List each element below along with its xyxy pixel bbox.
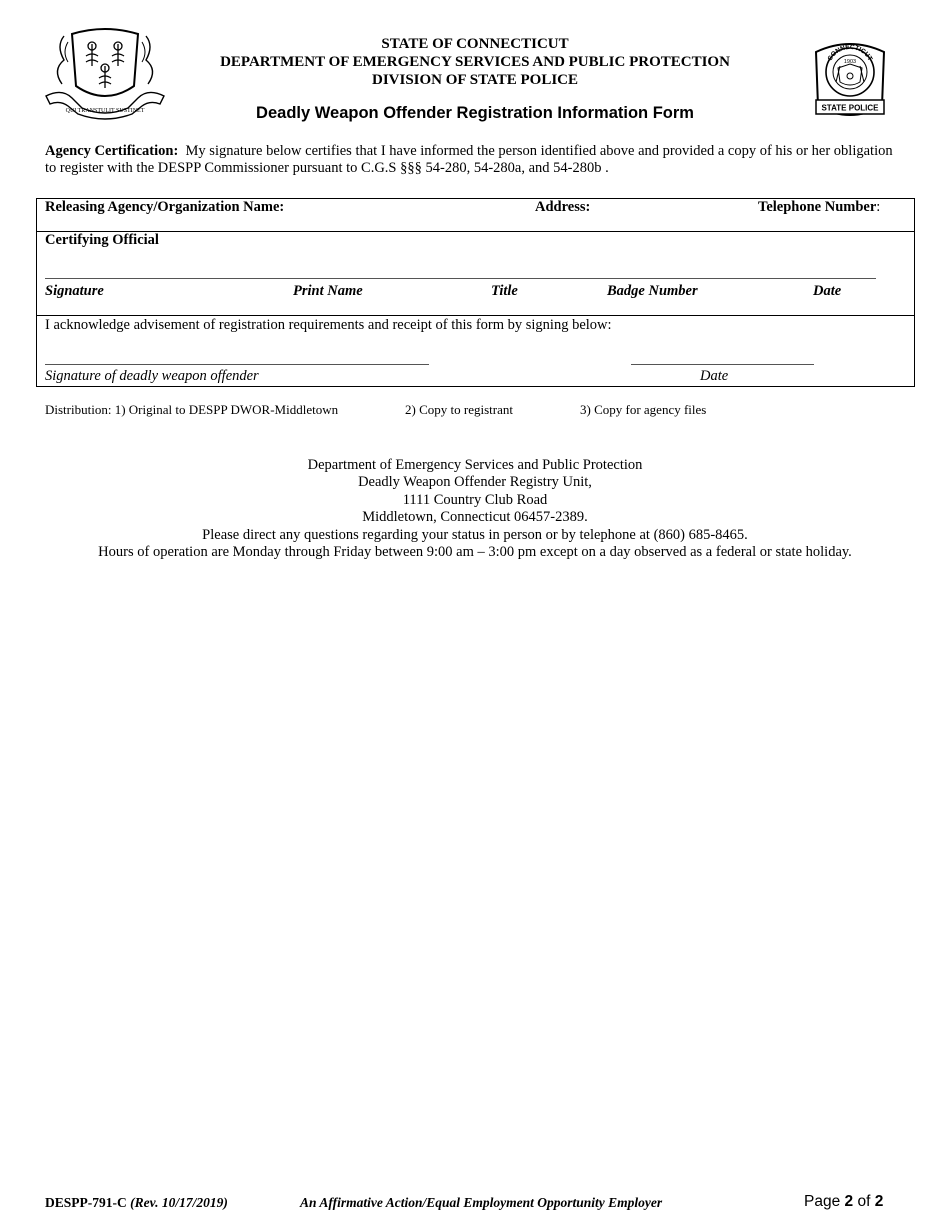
header-state: STATE OF CONNECTICUT: [381, 36, 569, 52]
footer-form-id: [45, 1195, 228, 1211]
distribution-agency: 3) Copy for agency files: [580, 402, 707, 417]
distribution-original: Distribution: 1) Original to DESPP DWOR-Middletown: [45, 402, 339, 417]
field-badge-number-label: Badge Number: [607, 283, 698, 299]
address-label: Address:: [535, 199, 591, 215]
header-division: DIVISION OF STATE POLICE: [371, 72, 578, 88]
address-line-department: Department of Emergency Services and Public Protection: [307, 457, 643, 473]
telephone-number-label: [758, 199, 880, 216]
offender-signature-label: Signature of deadly weapon offender: [45, 368, 259, 384]
contact-address-block: [0, 457, 950, 561]
offender-signature-line[interactable]: [45, 364, 429, 365]
telephone-colon: :: [876, 199, 881, 215]
badge-bottom-text: STATE POLICE: [821, 103, 879, 113]
address-line-unit: Deadly Weapon Offender Registry Unit,: [358, 474, 592, 491]
offender-date-label: Date: [700, 368, 729, 384]
telephone-label-text: Telephone Number: [758, 199, 877, 215]
page-prefix: Page: [804, 1193, 841, 1210]
certification-text: My signature below certifies that I have informed the person identified above and provided a copy of his or her obligation to register with the DESPP Commissioner pursuant to C.G.S §§§ 54-280, 54-280a, and 54-280b .: [45, 143, 893, 176]
field-signature-label: Signature: [45, 283, 104, 299]
releasing-agency-label: Releasing Agency/Organization Name:: [45, 199, 285, 215]
badge-year: 1903: [843, 59, 857, 65]
field-title-label: Title: [491, 283, 518, 299]
address-line-phone: Please direct any questions regarding your status in person or by telephone at (860) 685-8465.: [202, 526, 748, 543]
form-revision: (Rev. 10/17/2019): [130, 1195, 228, 1210]
state-police-badge: [810, 40, 890, 120]
footer-eeo-statement: An Affirmative Action/Equal Employment Opportunity Employer: [300, 1195, 663, 1210]
page-of: of: [857, 1193, 871, 1210]
badge-top-text: CONNECTICUT: [826, 43, 874, 63]
seal-ribbon-motto: QUI TRANSTULIT SUSTINET: [65, 108, 145, 114]
page-current: 2: [844, 1193, 854, 1210]
address-line-hours: Hours of operation are Monday through Friday between 9:00 am – 3:00 pm except on a day observed as a federal or state holiday.: [98, 544, 852, 561]
certification-label: Agency Certification:: [45, 143, 179, 159]
offender-date-line[interactable]: [631, 364, 814, 365]
row-divider: [37, 231, 914, 232]
address-line-city: Middletown, Connecticut 06457-2389.: [362, 509, 588, 526]
page-number: [804, 1193, 883, 1211]
form-title: Deadly Weapon Offender Registration Information Form: [256, 104, 694, 122]
page-total: 2: [874, 1193, 884, 1210]
field-print-name-label: Print Name: [293, 283, 363, 299]
acknowledgement-text: I acknowledge advisement of registration requirements and receipt of this form by signing below:: [45, 317, 612, 333]
certifying-official-signature-line[interactable]: [45, 278, 876, 279]
address-line-street: 1111 Country Club Road: [402, 491, 548, 508]
certifying-official-label: Certifying Official: [45, 232, 159, 248]
agency-certification: [45, 143, 895, 177]
form-number: DESPP-791-C: [45, 1195, 127, 1210]
row-divider: [37, 315, 914, 316]
header-department: DEPARTMENT OF EMERGENCY SERVICES AND PUBLIC PROTECTION: [220, 54, 730, 70]
distribution-registrant: 2) Copy to registrant: [405, 402, 513, 417]
field-date-label: Date: [813, 283, 842, 299]
form-box: [36, 198, 915, 387]
